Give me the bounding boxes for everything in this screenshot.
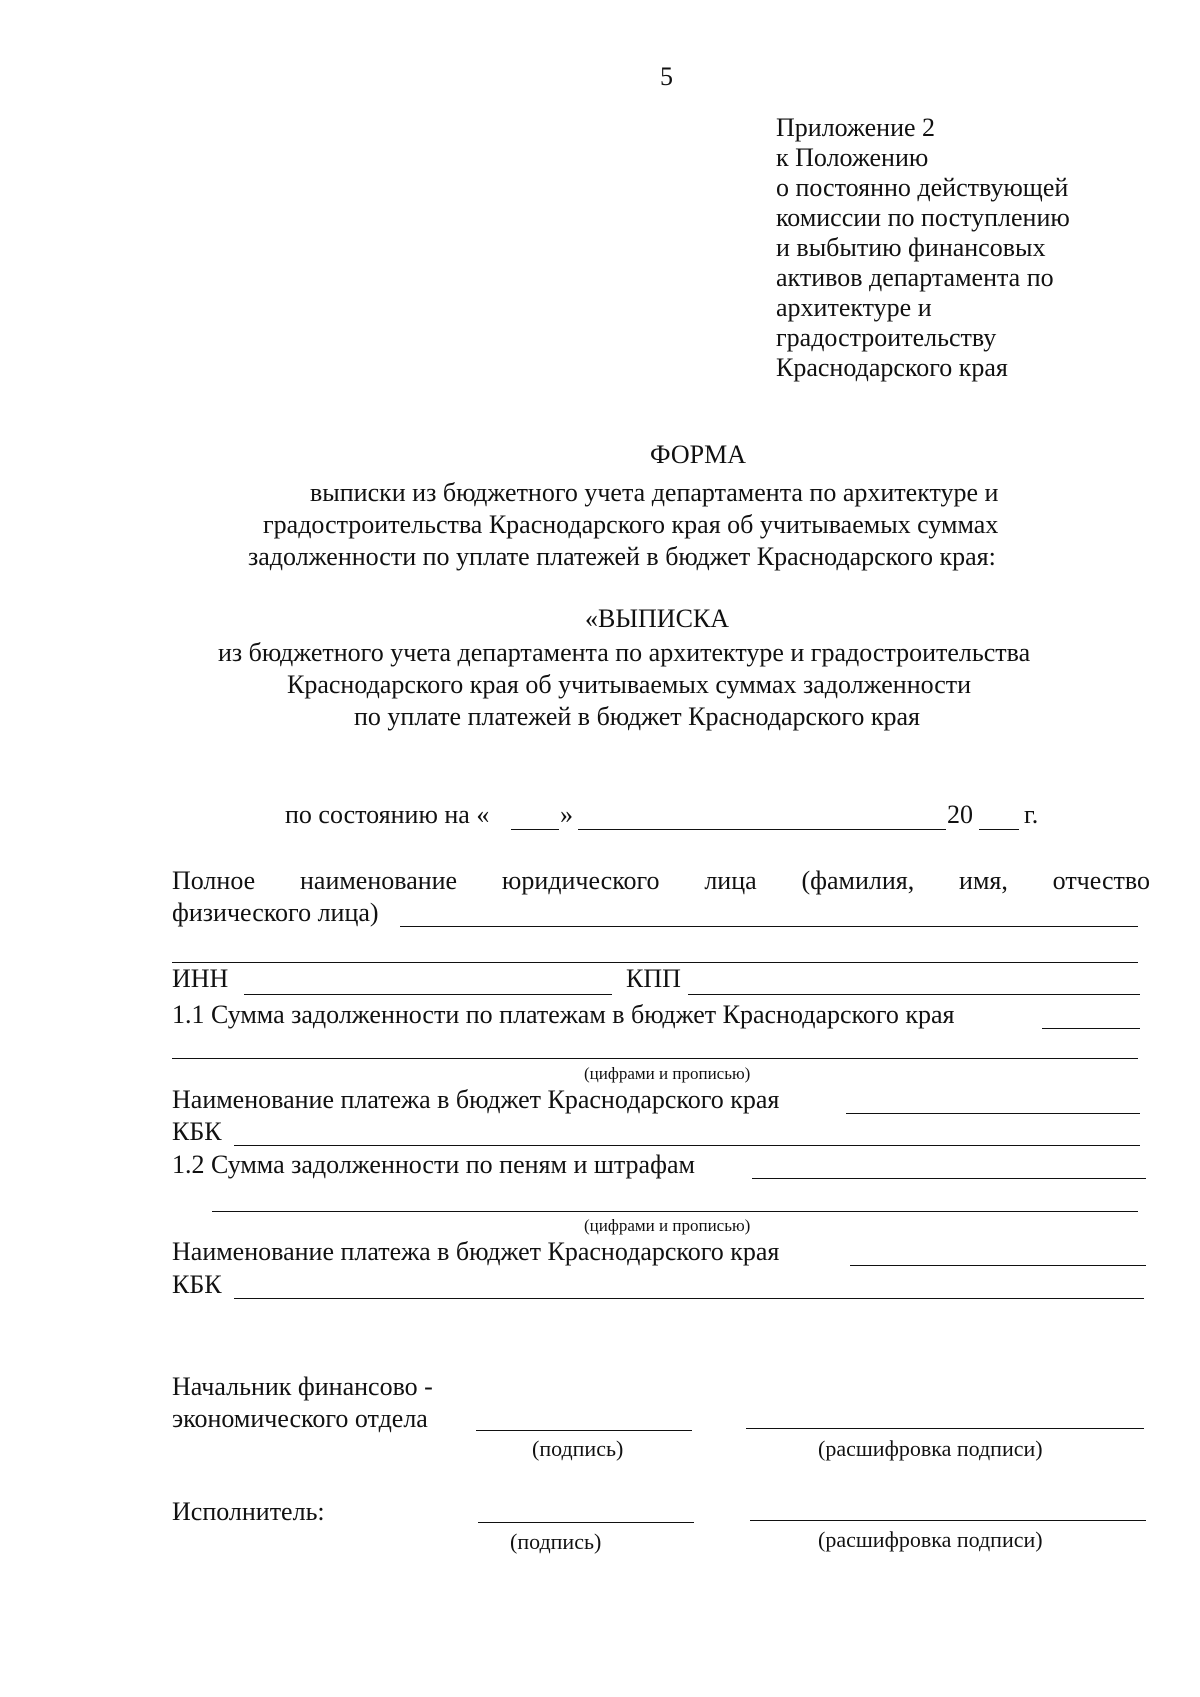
date-month-blank[interactable] <box>578 829 946 830</box>
full-name-label <box>172 866 1150 896</box>
form-title: ФОРМА <box>650 440 746 469</box>
kbk-blank[interactable] <box>234 1298 1144 1299</box>
appendix-line: о постоянно действующей <box>776 173 1069 202</box>
date-year-blank[interactable] <box>979 829 1019 830</box>
kbk-label: КБК <box>172 1117 222 1146</box>
appendix-line: активов департамента по <box>776 263 1054 292</box>
full-name-blank[interactable] <box>400 926 1138 927</box>
payment-name-blank[interactable] <box>846 1113 1140 1114</box>
head-title-line2: экономического отдела <box>172 1404 428 1433</box>
form-header-line: задолженности по уплате платежей в бюджет Краснодарского края: <box>248 542 996 571</box>
payment-name-blank[interactable] <box>850 1265 1146 1266</box>
decoding-hint: (расшифровка подписи) <box>818 1527 1043 1552</box>
full-name-word: (фамилия, <box>801 866 915 895</box>
executor-signature-blank[interactable] <box>478 1522 694 1523</box>
appendix-line: градостроительству <box>776 323 997 352</box>
head-signature-blank[interactable] <box>476 1430 692 1431</box>
appendix-block <box>776 113 1070 383</box>
kpp-label: КПП <box>626 964 681 993</box>
page-number: 5 <box>660 62 673 91</box>
debt-penalties-label: 1.2 Сумма задолженности по пеням и штрафам <box>172 1150 695 1179</box>
full-name-word: отчество <box>1052 866 1150 895</box>
date-year-suffix: г. <box>1024 800 1039 829</box>
debt-payments-words-blank[interactable] <box>172 1058 1138 1059</box>
kbk-label: КБК <box>172 1270 222 1299</box>
full-name-word: наименование <box>299 866 458 895</box>
full-name-word: лица <box>704 866 757 895</box>
appendix-line: комиссии по поступлению <box>776 203 1070 232</box>
debt-payments-label: 1.1 Сумма задолженности по платежам в бюджет Краснодарского края <box>172 1000 955 1029</box>
signature-hint: (подпись) <box>532 1436 624 1461</box>
head-decoding-blank[interactable] <box>746 1428 1144 1429</box>
extract-title: «ВЫПИСКА <box>585 604 730 633</box>
executor-decoding-blank[interactable] <box>750 1520 1146 1521</box>
full-name-blank-extra[interactable] <box>172 962 1138 963</box>
extract-header-line: Краснодарского края об учитываемых суммах задолженности <box>287 670 972 699</box>
date-day-blank[interactable] <box>511 829 559 830</box>
date-year-prefix: 20 <box>947 800 973 829</box>
full-name-label-line2: физического лица) <box>172 898 379 927</box>
inn-blank[interactable] <box>244 994 612 995</box>
date-prefix: по состоянию на « <box>285 800 490 829</box>
inn-label: ИНН <box>172 964 229 993</box>
date-quote-close: » <box>560 800 573 829</box>
full-name-word: имя, <box>959 866 1008 895</box>
form-header-line: выписки из бюджетного учета департамента по архитектуре и <box>310 478 999 507</box>
kpp-blank[interactable] <box>688 994 1140 995</box>
payment-name-label: Наименование платежа в бюджет Краснодарского края <box>172 1085 780 1114</box>
debt-payments-blank[interactable] <box>1042 1028 1140 1029</box>
form-header-line: градостроительства Краснодарского края об учитываемых суммах <box>263 510 999 539</box>
extract-header-line: по уплате платежей в бюджет Краснодарского края <box>354 702 921 731</box>
appendix-line: к Положению <box>776 143 929 172</box>
decoding-hint: (расшифровка подписи) <box>818 1436 1043 1461</box>
kbk-blank[interactable] <box>234 1145 1140 1146</box>
appendix-line: Приложение 2 <box>776 113 936 142</box>
payment-name-label: Наименование платежа в бюджет Краснодарского края <box>172 1237 780 1266</box>
appendix-line: и выбытию финансовых <box>776 233 1046 262</box>
extract-header-line: из бюджетного учета департамента по архитектуре и градостроительства <box>218 638 1031 667</box>
digits-words-hint: (цифрами и прописью) <box>584 1064 751 1083</box>
debt-penalties-blank[interactable] <box>752 1178 1146 1179</box>
full-name-word: Полное <box>172 866 256 895</box>
head-title-line1: Начальник финансово - <box>172 1372 433 1401</box>
signature-hint: (подпись) <box>510 1529 602 1554</box>
appendix-line: Краснодарского края <box>776 353 1008 382</box>
full-name-word: юридического <box>501 866 660 895</box>
executor-label: Исполнитель: <box>172 1497 325 1526</box>
digits-words-hint: (цифрами и прописью) <box>584 1216 751 1235</box>
appendix-line: архитектуре и <box>776 293 932 322</box>
debt-penalties-words-blank[interactable] <box>212 1211 1138 1212</box>
